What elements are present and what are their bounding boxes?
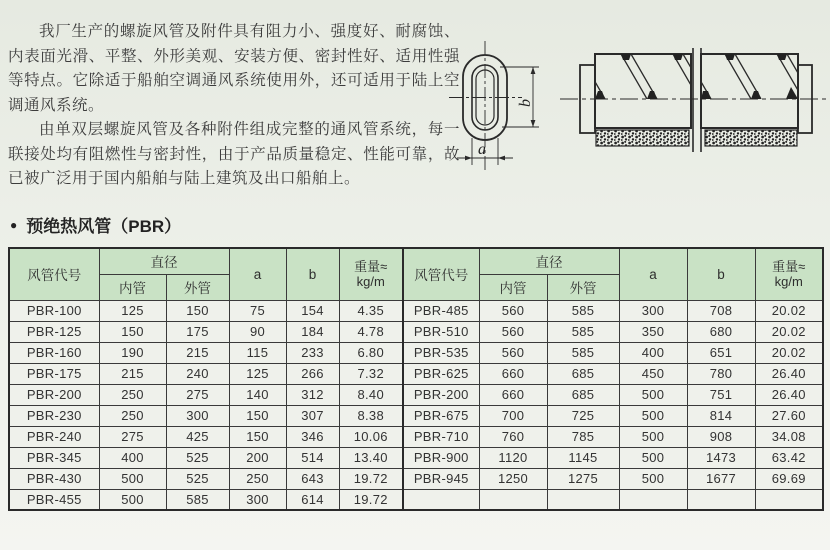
table-cell: 8.38: [339, 405, 403, 426]
bullet-icon: ●: [10, 217, 18, 232]
table-cell: 275: [99, 426, 166, 447]
table-cell: 27.60: [755, 405, 823, 426]
table-row: [9, 489, 823, 510]
table-row: [9, 468, 823, 489]
table-cell: 190: [99, 342, 166, 363]
table-cell: 4.35: [339, 300, 403, 321]
table-cell: 8.40: [339, 384, 403, 405]
header-weight-line2: kg/m: [356, 274, 385, 290]
table-cell: 560: [479, 300, 547, 321]
table-cell: 75: [229, 300, 286, 321]
table-row: [9, 384, 823, 405]
table-cell: 500: [619, 426, 687, 447]
table-cell: 266: [286, 363, 339, 384]
table-cell: 700: [479, 405, 547, 426]
table-cell: 6.80: [339, 342, 403, 363]
header-diameter-right: 直径: [479, 248, 619, 274]
table-cell: 785: [547, 426, 619, 447]
table-cell: PBR-510: [403, 321, 479, 342]
table-row: [9, 321, 823, 342]
table-cell: PBR-625: [403, 363, 479, 384]
duct-left-spiral-seams: [569, 54, 709, 99]
table-cell: 125: [99, 300, 166, 321]
table-cell: PBR-125: [9, 321, 99, 342]
table-cell: 1473: [687, 447, 755, 468]
header-weight-right: [755, 248, 823, 300]
table-cell: 300: [619, 300, 687, 321]
header-a-right: a: [619, 248, 687, 300]
table-cell: 300: [166, 405, 229, 426]
table-cell: 908: [687, 426, 755, 447]
table-cell: 90: [229, 321, 286, 342]
dim-b-arrow-bottom: [531, 120, 536, 127]
table-cell: [547, 489, 619, 510]
pbr-table-header: [9, 248, 823, 300]
table-cell: 760: [479, 426, 547, 447]
table-cell: PBR-100: [9, 300, 99, 321]
table-cell: 400: [619, 342, 687, 363]
table-cell: PBR-535: [403, 342, 479, 363]
table-cell: 450: [619, 363, 687, 384]
header-b-left: b: [286, 248, 339, 300]
table-cell: 1677: [687, 468, 755, 489]
section-title-text: 预绝热风管（PBR）: [26, 217, 182, 236]
table-cell: 154: [286, 300, 339, 321]
duct-right-spiral-seams: [675, 54, 813, 99]
table-cell: 560: [479, 321, 547, 342]
table-cell: PBR-160: [9, 342, 99, 363]
intro-paragraph-2: 由单双层螺旋风管及各种附件组成完整的通风管系统，每一联接处均有阻燃性与密封性，由于产品质量稳定、性能可靠，故已被广泛用于国内船舶与陆上建筑及出口船舶上。: [8, 121, 460, 187]
table-cell: PBR-230: [9, 405, 99, 426]
table-cell: 500: [619, 468, 687, 489]
table-cell: 585: [166, 489, 229, 510]
table-cell: 20.02: [755, 300, 823, 321]
table-cell: 660: [479, 384, 547, 405]
table-cell: 275: [166, 384, 229, 405]
table-cell: 1250: [479, 468, 547, 489]
table-cell: 500: [99, 489, 166, 510]
pbr-table: [8, 247, 824, 511]
table-cell: 614: [286, 489, 339, 510]
table-row: [9, 300, 823, 321]
table-cell: 19.72: [339, 468, 403, 489]
table-cell: 240: [166, 363, 229, 384]
table-cell: 115: [229, 342, 286, 363]
dim-b-arrow-top: [531, 67, 536, 74]
header-outer-left: 外管: [166, 274, 229, 300]
table-cell: 307: [286, 405, 339, 426]
table-cell: 500: [619, 384, 687, 405]
table-cell: 63.42: [755, 447, 823, 468]
table-cell: 19.72: [339, 489, 403, 510]
table-row: [9, 447, 823, 468]
table-cell: 500: [99, 468, 166, 489]
table-cell: 685: [547, 363, 619, 384]
table-cell: [403, 489, 479, 510]
table-cell: 1145: [547, 447, 619, 468]
dim-a-label: a: [478, 141, 486, 158]
header-weight-left: [339, 248, 403, 300]
table-cell: 643: [286, 468, 339, 489]
table-cell: PBR-485: [403, 300, 479, 321]
table-cell: PBR-900: [403, 447, 479, 468]
header-code-right: 风管代号: [403, 248, 479, 300]
table-cell: 184: [286, 321, 339, 342]
table-row: [9, 342, 823, 363]
table-cell: [619, 489, 687, 510]
dim-a-arrow-right: [498, 156, 505, 161]
table-cell: 780: [687, 363, 755, 384]
header-diameter-left: 直径: [99, 248, 229, 274]
table-cell: 725: [547, 405, 619, 426]
header-outer-right: 外管: [547, 274, 619, 300]
table-cell: 10.06: [339, 426, 403, 447]
table-cell: 660: [479, 363, 547, 384]
table-cell: 425: [166, 426, 229, 447]
intro-paragraph-1: 我厂生产的螺旋风管及附件具有阻力小、强度好、耐腐蚀、内表面光滑、平整、外形美观、安装方便、密封性好、适用性强等特点。它除适于船舶空调通风系统使用外，还可适用于陆上空调通风系统。: [8, 23, 460, 114]
table-cell: 4.78: [339, 321, 403, 342]
table-cell: PBR-345: [9, 447, 99, 468]
table-cell: 26.40: [755, 363, 823, 384]
table-cell: 514: [286, 447, 339, 468]
table-cell: 250: [229, 468, 286, 489]
table-cell: 585: [547, 321, 619, 342]
table-cell: 585: [547, 300, 619, 321]
header-code-left: 风管代号: [9, 248, 99, 300]
table-cell: 215: [99, 363, 166, 384]
table-cell: 69.69: [755, 468, 823, 489]
table-cell: PBR-430: [9, 468, 99, 489]
spiral-duct-diagram: [558, 15, 830, 177]
table-cell: 200: [229, 447, 286, 468]
dim-b-label: b: [517, 99, 534, 107]
table-cell: 125: [229, 363, 286, 384]
table-cell: 400: [99, 447, 166, 468]
table-cell: 20.02: [755, 321, 823, 342]
table-cell: 250: [99, 405, 166, 426]
table-row: [9, 405, 823, 426]
table-cell: 150: [229, 426, 286, 447]
table-cell: 312: [286, 384, 339, 405]
duct-left-insulation: [596, 130, 689, 146]
header-weight-line1: 重量≈: [354, 259, 388, 275]
table-cell: 34.08: [755, 426, 823, 447]
table-cell: 20.02: [755, 342, 823, 363]
header-inner-left: 内管: [99, 274, 166, 300]
table-cell: 500: [619, 447, 687, 468]
table-cell: 814: [687, 405, 755, 426]
table-cell: [479, 489, 547, 510]
oval-cross-section-diagram: [442, 12, 560, 204]
table-cell: PBR-240: [9, 426, 99, 447]
table-cell: 250: [99, 384, 166, 405]
table-cell: 685: [547, 384, 619, 405]
table-cell: 500: [619, 405, 687, 426]
table-cell: 651: [687, 342, 755, 363]
table-cell: 215: [166, 342, 229, 363]
intro-text: [8, 20, 460, 192]
header-b-right: b: [687, 248, 755, 300]
header-weight-line1: 重量≈: [772, 259, 806, 275]
table-cell: [755, 489, 823, 510]
table-cell: PBR-945: [403, 468, 479, 489]
table-cell: 680: [687, 321, 755, 342]
table-cell: PBR-200: [403, 384, 479, 405]
table-cell: PBR-200: [9, 384, 99, 405]
header-inner-right: 内管: [479, 274, 547, 300]
header-weight-line2: kg/m: [774, 274, 803, 290]
table-cell: PBR-455: [9, 489, 99, 510]
pbr-table-body: [9, 300, 823, 510]
table-cell: 350: [619, 321, 687, 342]
section-title: [10, 212, 181, 237]
table-cell: 1120: [479, 447, 547, 468]
table-cell: 585: [547, 342, 619, 363]
table-cell: 525: [166, 447, 229, 468]
header-a-left: a: [229, 248, 286, 300]
duct-right-insulation: [705, 130, 797, 146]
table-cell: 300: [229, 489, 286, 510]
table-cell: 560: [479, 342, 547, 363]
table-cell: 140: [229, 384, 286, 405]
table-cell: PBR-710: [403, 426, 479, 447]
table-cell: 346: [286, 426, 339, 447]
table-cell: PBR-675: [403, 405, 479, 426]
table-cell: 233: [286, 342, 339, 363]
table-row: [9, 426, 823, 447]
table-cell: 13.40: [339, 447, 403, 468]
table-cell: 708: [687, 300, 755, 321]
dim-a-arrow-left: [465, 156, 472, 161]
table-cell: 1275: [547, 468, 619, 489]
table-cell: 150: [166, 300, 229, 321]
table-cell: 525: [166, 468, 229, 489]
table-cell: 751: [687, 384, 755, 405]
table-cell: 150: [99, 321, 166, 342]
table-row: [9, 363, 823, 384]
table-cell: 175: [166, 321, 229, 342]
table-cell: 7.32: [339, 363, 403, 384]
table-cell: [687, 489, 755, 510]
table-cell: PBR-175: [9, 363, 99, 384]
table-cell: 150: [229, 405, 286, 426]
table-cell: 26.40: [755, 384, 823, 405]
